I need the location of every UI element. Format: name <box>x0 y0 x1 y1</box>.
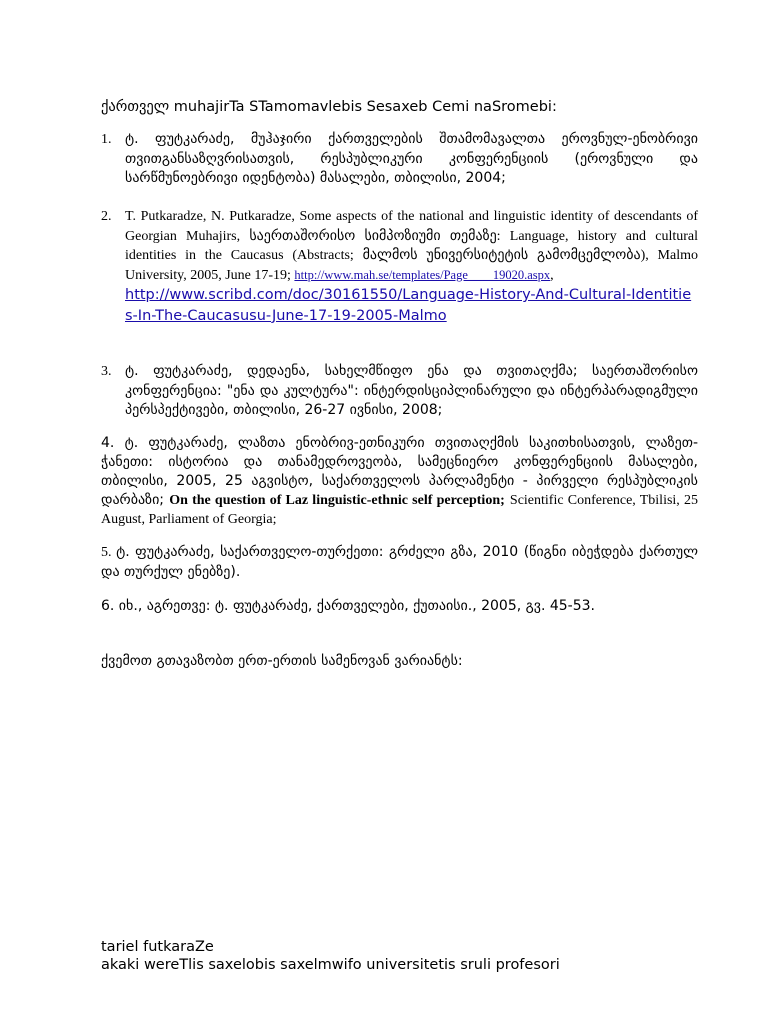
list-item <box>101 207 698 326</box>
link-separator: , <box>550 267 554 283</box>
item-number: 1. <box>101 132 112 147</box>
scribd-link[interactable]: http://www.scribd.com/doc/30161550/Language-History-And-Cultural-Identities-In-The-Caucasusu-June-17-19-2005-Malmo <box>125 287 692 324</box>
item-text: ტ. ფუტკარაძე, მუჰაჯირი ქართველების შთამომავალთა ეროვნულ-ენობრივი თვითგანსაზღვრისათვის, რესპუბლიკური კონფერენციის (ეროვნული და სარწმუნოებრივი იდენტობა) მასალები, თბილისი, 2004; <box>125 131 698 186</box>
item-number: 2. <box>101 209 112 224</box>
scribd-link-wrap <box>125 285 698 326</box>
item-number: 3. <box>101 364 112 379</box>
item-text: 4. ტ. ფუტკარაძე, ლაზთა ენობრივ-ეთნიკური თვითაღქმის საკითხისათვის, ლაზეთ-ჭანეთი: ისტორია და თანამედროვეობა, სამეცნიერო კონფერენციის მასალები, თბილისი, 2005, 25 აგვისტო, საქართველოს პარლამენტი - პირველი რესპუბლიკის დარბაზი; <box>101 435 698 508</box>
list-item <box>101 362 698 421</box>
author-name: tariel futkaraZe <box>101 939 214 955</box>
list-item <box>101 130 698 189</box>
item-text: 6. იხ., აგრეთვე: ტ. ფუტკარაძე, ქართველები, ქუთაისი., 2005, გვ. 45-53. <box>101 598 595 614</box>
item-text: ტ. ფუტკარაძე, დედაენა, სახელმწიფო ენა და თვითაღქმა; საერთაშორისო კონფერენცია: "ენა და კულტურა": ინტერდისციპლინარული და ინტერპარადიგმული პერსპექტივები, თბილისი, 26-27 ივნისი, 2008; <box>125 363 698 418</box>
item-body <box>101 434 698 529</box>
list-item <box>101 597 698 617</box>
item-body <box>125 207 698 326</box>
item-text: ტ. ფუტკარაძე, საქართველო-თურქეთი: გრძელი გზა, 2010 (წიგნი იბეჭდება ქართულ და თურქულ ენებზე). <box>101 544 699 580</box>
list-item <box>101 543 698 582</box>
item-number: 5. <box>101 545 117 560</box>
page-title: ქართველ muhajirTa STamomavlebis Sesaxeb Cemi naSromebi: <box>101 99 557 115</box>
item-body <box>101 543 698 582</box>
item-english-title: On the question of Laz linguistic-ethnic self perception; <box>169 493 505 508</box>
author-position: akaki wereTlis saxelobis saxelmwifo universitetis sruli profesori <box>101 957 560 973</box>
item-english-tail: Scientific Conference, Tbilisi, 25 August, Parliament of Georgia; <box>101 493 698 527</box>
mah-link[interactable]: http://www.mah.se/templates/Page____19020.aspx <box>294 267 551 282</box>
closing-line: ქვემოთ გთავაზობთ ერთ-ერთის სამენოვან ვარიანტს: <box>101 653 463 669</box>
item-text: T. Putkaradze, N. Putkaradze, Some aspects of the national and linguistic identity of descendants of Georgian Muhajirs, საერთაშორისო სიმპოზიუმი თემაზე: Language, history and cultural identities in the Caucasus (Abstracts; მალმოს უნივერსიტეტის გამომცემლობა), Malmo University, 2005, June 17-19; <box>125 209 698 283</box>
list-item <box>101 434 698 529</box>
